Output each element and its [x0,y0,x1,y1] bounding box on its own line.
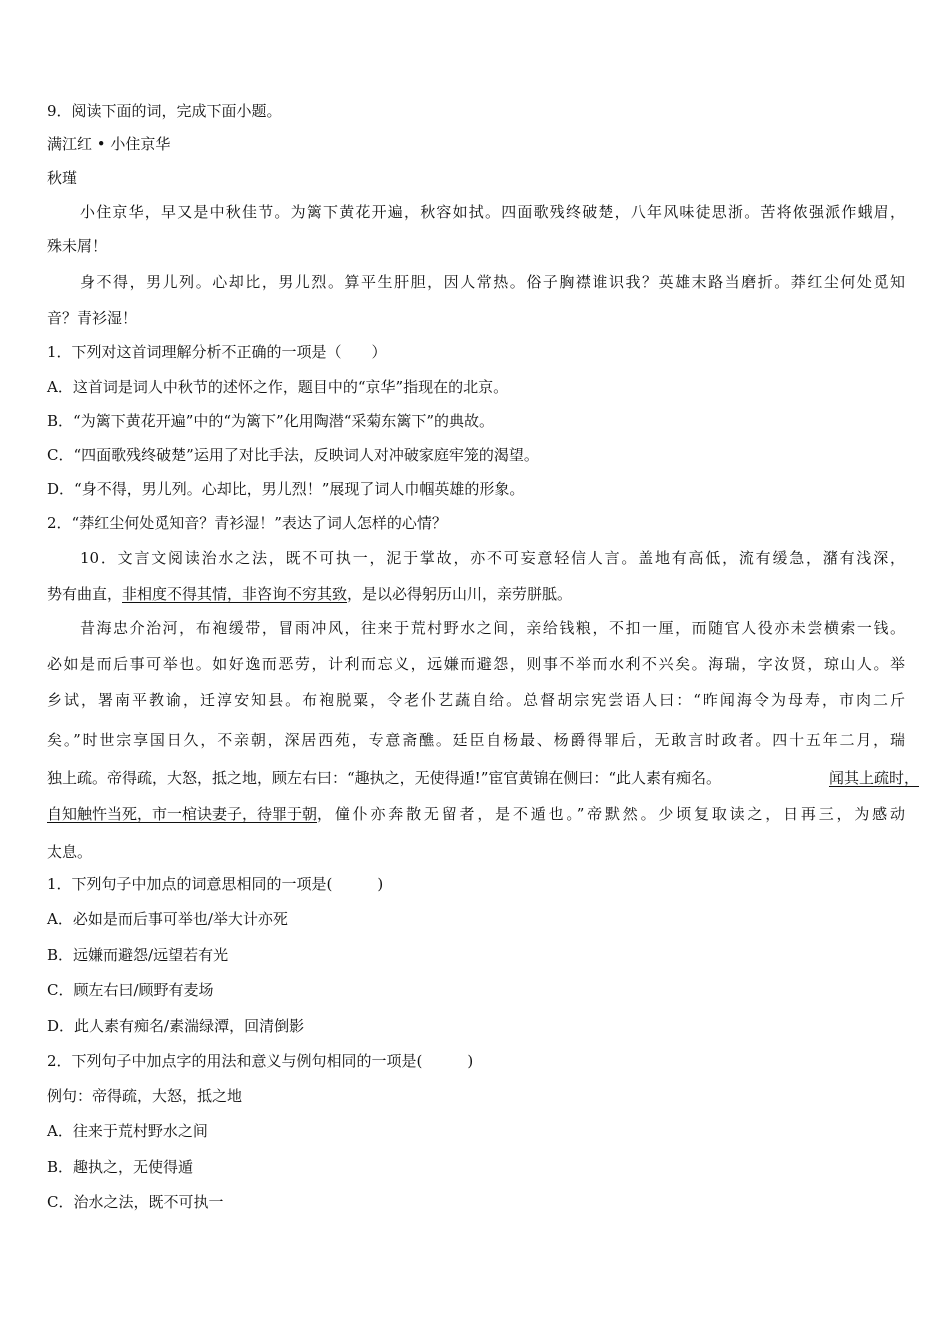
q9-sub1-option-c: C．“四面歌残终破楚”运用了对比手法，反映词人对冲破家庭牢笼的渴望。 [47,446,539,464]
poem-line: 音？青衫湿！ [47,309,138,327]
q10-sub2-question: 2．下列句子中加点字的用法和意义与例句相同的一项是( ) [47,1052,474,1070]
q10-sub2-option-c: C．治水之法，既不可执一 [47,1193,224,1211]
q10-sub2-example: 例句：帝得疏，大怒，抵之地 [47,1087,243,1105]
q10-sub2-option-a: A．往来于荒村野水之间 [47,1122,208,1140]
poem-title: 满江红 • 小住京华 [47,135,171,153]
q9-sub1-option-d: D．“身不得，男儿列。心却比，男儿烈！”展现了词人巾帼英雄的形象。 [47,480,525,498]
q10-sub1-question: 1．下列句子中加点的词意思相同的一项是( ) [47,875,384,893]
text: 独上疏。帝得疏，大怒，抵之地，顾左右曰：“趣执之，无使得遁!”宦官黄锦在侧曰：“此人素有痴名。 [47,769,722,787]
q10-sub1-option-a: A．必如是而后事可举也/举大计亦死 [47,910,288,928]
q10-intro-line: 10．文言文阅读治水之法，既不可执一，泥于掌故，亦不可妄意轻信人言。盖地有高低，流有缓急，潴有浅深， [80,549,905,567]
q10-sub2-option-b: B．趣执之，无使得遁 [47,1158,194,1176]
q9-sub1-option-b: B．“为篱下黄花开遍”中的“为篱下”化用陶潜“采菊东篱下”的典故。 [47,412,495,430]
text: 势有曲直， [47,585,123,603]
underlined-sentence: 自知触忤当死，市一棺诀妻子，待罪于朝 [47,805,318,823]
passage-line [47,804,905,824]
poem-author: 秋瑾 [47,169,78,187]
poem-line: 身不得，男儿列。心却比，男儿烈。算平生肝胆，因人常热。俗子胸襟谁识我？英雄末路当磨折。莽红尘何处觅知 [80,273,905,291]
q9-sub1-option-a: A．这首词是词人中秋节的述怀之作，题目中的“京华”指现在的北京。 [47,378,509,396]
poem-line: 殊未屑！ [47,237,108,255]
passage-line: 必如是而后事可举也。如好逸而恶劳，计利而忘义，远嫌而避怨，则事不举而水利不兴矣。海瑞，字汝贤，琼山人。举 [47,655,905,673]
text: ，僮仆亦奔散无留者，是不遁也。”帝默然。少顷复取读之，日再三，为感动 [317,805,905,823]
underlined-sentence: 闻其上疏时， [828,769,919,787]
q10-intro-line [47,584,572,604]
poem-line: 小住京华，早又是中秋佳节。为篱下黄花开遍，秋容如拭。四面歌残终破楚，八年风味徒思浙。苦将侬强派作蛾眉， [80,203,905,221]
q10-sub1-option-c: C．顾左右曰/顾野有麦场 [47,981,214,999]
passage-line: 太息。 [47,843,93,861]
passage-line: 乡试，署南平教谕，迁淳安知县。布袍脱粟，令老仆艺蔬自给。总督胡宗宪尝语人曰：“昨闻海令为母寿，市肉二斤 [47,691,905,709]
passage-line: 矣。”时世宗享国日久，不亲朝，深居西苑，专意斋醮。廷臣自杨最、杨爵得罪后，无敢言时政者。四十五年二月，瑞 [47,731,905,749]
underlined-sentence: 非相度不得其情，非咨询不穷其致 [122,585,348,603]
q9-sub2-question: 2．“莽红尘何处觅知音？青衫湿！”表达了词人怎样的心情？ [47,514,447,532]
text: ，是以必得躬历山川，亲劳胼胝。 [347,585,573,603]
q10-sub1-option-b: B．远嫌而避怨/远望若有光 [47,946,229,964]
passage-line: 昔海忠介治河，布袍缓带，冒雨冲风，往来于荒村野水之间，亲给钱粮，不扣一厘，而随官人役亦未尝横索一钱。 [80,619,905,637]
q9-sub1-question: 1．下列对这首词理解分析不正确的一项是（ ） [47,343,387,361]
q10-sub1-option-d: D．此人素有痴名/素湍绿潭，回清倒影 [47,1017,305,1035]
passage-line [47,768,919,788]
q9-heading: 9．阅读下面的词，完成下面小题。 [47,102,282,120]
